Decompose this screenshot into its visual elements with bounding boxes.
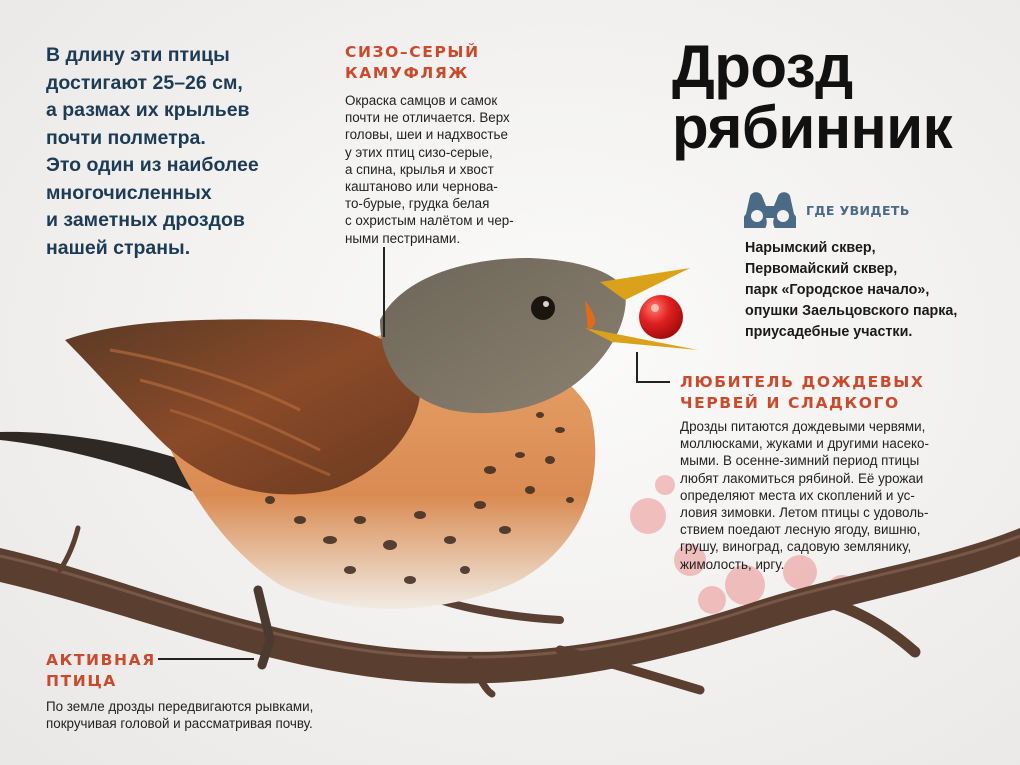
diet-title: ЛЮБИТЕЛЬ ДОЖДЕВЫХ ЧЕРВЕЙ И СЛАДКОГО [680,373,925,412]
active-bird-text: По земле дрозды передвигаются рывками, покручивая головой и рассматривая почву. [46,699,314,732]
binoculars-icon [744,188,796,228]
active-bird-title: АКТИВНАЯ ПТИЦА [46,651,156,690]
diet-leader-line-vertical [636,352,638,382]
place-item: Нарымский сквер, [745,240,876,256]
place-item: опушки Заельцовского парка, [745,303,958,319]
place-item: парк «Городское начало», [745,282,930,298]
place-item: Первомайский сквер, [745,261,898,277]
places-list [745,238,1005,343]
page-title: Дрозд рябинник [672,33,953,161]
camouflage-leader-line [383,247,385,337]
diet-text: Дрозды питаются дождевыми червями, моллюсками, жуками и другими насеко- мыми. В осенне-зимний период птицы любят лакомиться рябиной. Её урожаи определяют места их скоплений и ус- ловия зимовки. Летом птицы с удоволь- ствием поедают лесную ягоду, вишню, грушу, виноград, садовую землянику, жимолость, иргу. [680,419,929,572]
where-to-see-heading: ГДЕ УВИДЕТЬ [806,203,910,218]
berry-in-beak [639,295,683,339]
diet-leader-line-horizontal [636,381,670,383]
camouflage-title: СИЗО–СЕРЫЙ КАМУФЛЯЖ [345,43,480,82]
active-leader-line [158,658,254,660]
place-item: приусадебные участки. [745,324,913,340]
camouflage-text: Окраска самцов и самок почти не отличается. Верх головы, шеи и надхвостье у этих птиц сизо-серые, а спина, крылья и хвост каштаново или чернова- то-бурые, грудка белая с охристым налётом и чер- ными пестринами. [345,93,514,246]
intro-text: В длину эти птицы достигают 25–26 см, а размах их крыльев почти полметра. Это один из наиболее многочисленных и заметных дроздов нашей страны. [46,44,259,259]
